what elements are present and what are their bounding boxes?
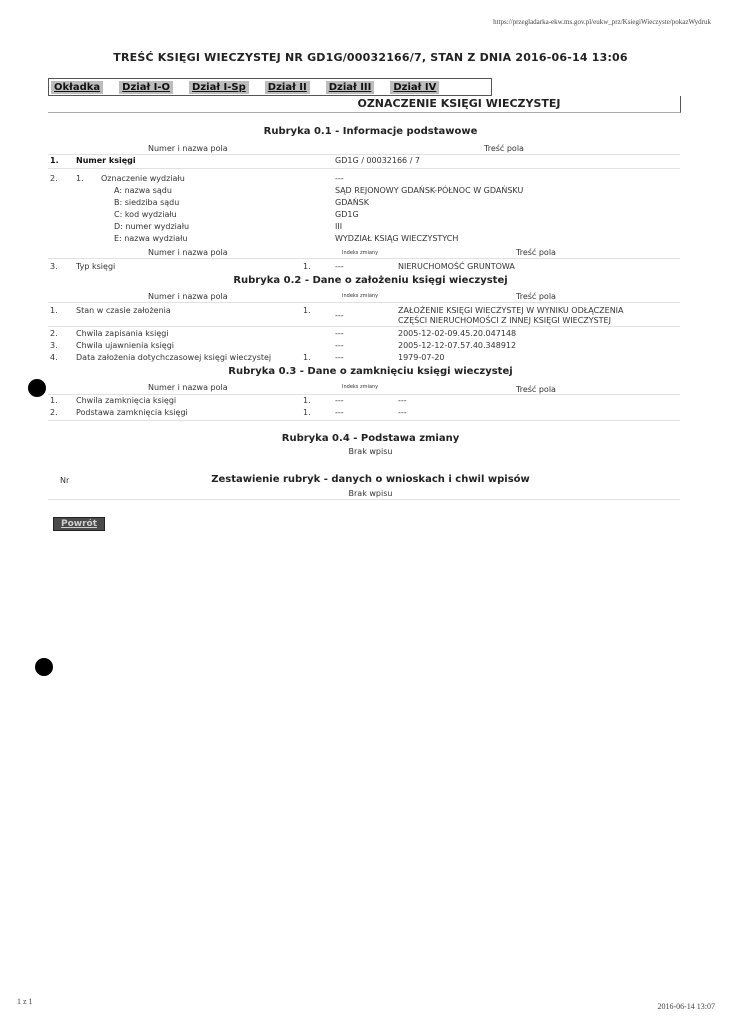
rubric-01-col-name-2: Numer i nazwa pola — [148, 248, 228, 257]
divider — [48, 168, 680, 169]
divider — [48, 499, 680, 500]
field-name: A: nazwa sądu — [114, 186, 172, 195]
section-heading — [48, 96, 681, 113]
divider — [48, 326, 680, 327]
change-index: --- — [335, 262, 344, 271]
field-name: E: nazwa wydziału — [114, 234, 188, 243]
field-value: --- — [335, 174, 344, 183]
row-number: 1. — [50, 396, 58, 405]
row-number: 2. — [50, 329, 58, 338]
change-index: --- — [335, 311, 344, 320]
rubric-01-col-index: Indeks zmiany — [342, 250, 379, 256]
field-value: --- — [398, 408, 407, 417]
field-name: D: numer wydziału — [114, 222, 190, 231]
field-name: Podstawa zamknięcia księgi — [76, 408, 188, 417]
row-subnumber: 1. — [303, 353, 311, 362]
row-subnumber: 1. — [303, 396, 311, 405]
rubric-01-col-content: Treść pola — [484, 144, 524, 153]
tab-dzial-iii[interactable]: Dział III — [326, 81, 375, 94]
field-name: Stan w czasie założenia — [76, 306, 171, 315]
field-value: 2005-12-02-09.45.20.047148 — [398, 329, 517, 338]
rubric-01-col-content-2: Treść pola — [516, 248, 556, 257]
rubric-04-empty: Brak wpisu — [348, 447, 393, 456]
field-name: Chwila zapisania księgi — [76, 329, 169, 338]
summary-empty: Brak wpisu — [348, 489, 393, 498]
print-datetime: 2016-06-14 13:07 — [657, 1002, 715, 1011]
rubric-04-title: Rubryka 0.4 - Podstawa zmiany — [281, 433, 460, 444]
change-index: --- — [335, 341, 344, 350]
rubric-03-col-name: Numer i nazwa pola — [148, 383, 228, 392]
field-name: Oznaczenie wydziału — [101, 174, 185, 183]
rubric-02-col-index: Indeks zmiany — [342, 293, 379, 299]
field-value: --- — [398, 396, 407, 405]
tab-dzial-i-sp[interactable]: Dział I-Sp — [189, 81, 249, 94]
row-subnumber: 1. — [303, 408, 311, 417]
rubric-03-col-content: Treść pola — [516, 385, 556, 394]
summary-nr: Nr — [60, 476, 70, 485]
field-name: Typ księgi — [76, 262, 116, 271]
field-value: CZĘŚCI NIERUCHOMOŚCI Z INNEJ KSIĘGI WIECZYSTEJ — [398, 316, 611, 325]
field-value: III — [335, 222, 343, 231]
field-value: GDAŃSK — [335, 198, 369, 207]
page-counter: 1 z 1 — [17, 997, 33, 1006]
divider — [48, 394, 680, 395]
row-subnumber: 1. — [303, 306, 311, 315]
field-name: Chwila zamknięcia księgi — [76, 396, 177, 405]
rubric-02-title: Rubryka 0.2 - Dane o założeniu księgi wieczystej — [233, 275, 508, 286]
divider — [48, 258, 680, 259]
field-value: GD1G — [335, 210, 359, 219]
row-subnumber: 1. — [303, 262, 311, 271]
divider — [48, 420, 680, 421]
rubric-01-col-name: Numer i nazwa pola — [148, 144, 228, 153]
field-value: SĄD REJONOWY GDAŃSK-PÓŁNOC W GDAŃSKU — [335, 186, 524, 195]
divider — [48, 302, 680, 303]
field-value: 2005-12-12-07.57.40.348912 — [398, 341, 517, 350]
row-number: 1. — [50, 156, 59, 165]
punch-hole-bottom — [35, 658, 53, 676]
change-index: --- — [335, 353, 344, 362]
field-name: Chwila ujawnienia księgi — [76, 341, 175, 350]
field-name: C: kod wydziału — [114, 210, 177, 219]
rubric-01-title: Rubryka 0.1 - Informacje podstawowe — [263, 126, 478, 137]
tab-okladka[interactable]: Okładka — [51, 81, 103, 94]
section-tabs — [48, 78, 492, 96]
rubric-03-col-index: Indeks zmiany — [342, 384, 379, 390]
rubric-02-col-name: Numer i nazwa pola — [148, 292, 228, 301]
divider — [48, 154, 680, 155]
summary-title: Zestawienie rubryk - danych o wnioskach i chwil wpisów — [211, 474, 530, 485]
row-number: 2. — [50, 408, 58, 417]
field-value: ZAŁOŻENIE KSIĘGI WIECZYSTEJ W WYNIKU ODŁĄCZENIA — [398, 306, 624, 315]
field-name: Numer księgi — [76, 156, 136, 165]
change-index: --- — [335, 329, 344, 338]
back-button[interactable]: Powrót — [53, 517, 105, 531]
rubric-03-title: Rubryka 0.3 - Dane o zamknięciu księgi wieczystej — [228, 366, 513, 377]
change-index: --- — [335, 408, 344, 417]
punch-hole-top — [28, 379, 46, 397]
row-number: 3. — [50, 262, 58, 271]
print-url: https://przegladarka-ekw.ms.gov.pl/eukw_prz/KsiegiWieczyste/pokazWydruk — [493, 18, 711, 26]
field-name: B: siedziba sądu — [114, 198, 180, 207]
tab-dzial-i-o[interactable]: Dział I-O — [119, 81, 173, 94]
field-name: Data założenia dotychczasowej księgi wieczystej — [76, 353, 272, 362]
section-title: OZNACZENIE KSIĘGI WIECZYSTEJ — [357, 97, 561, 110]
change-index: --- — [335, 396, 344, 405]
row-number: 1. — [50, 306, 58, 315]
field-value: NIERUCHOMOŚĆ GRUNTOWA — [398, 262, 515, 271]
field-value: 1979-07-20 — [398, 353, 445, 362]
row-number: 3. — [50, 341, 58, 350]
field-value: GD1G / 00032166 / 7 — [335, 156, 421, 165]
field-value: WYDZIAŁ KSIĄG WIECZYSTYCH — [335, 234, 459, 243]
tab-dzial-ii[interactable]: Dział II — [265, 81, 310, 94]
row-number: 2. — [50, 174, 58, 183]
tab-dzial-iv[interactable]: Dział IV — [390, 81, 439, 94]
document-title: TREŚĆ KSIĘGI WIECZYSTEJ NR GD1G/00032166/7, STAN Z DNIA 2016-06-14 13:06 — [113, 51, 628, 64]
row-subnumber: 1. — [76, 174, 84, 183]
row-number: 4. — [50, 353, 58, 362]
rubric-02-col-content: Treść pola — [516, 292, 556, 301]
